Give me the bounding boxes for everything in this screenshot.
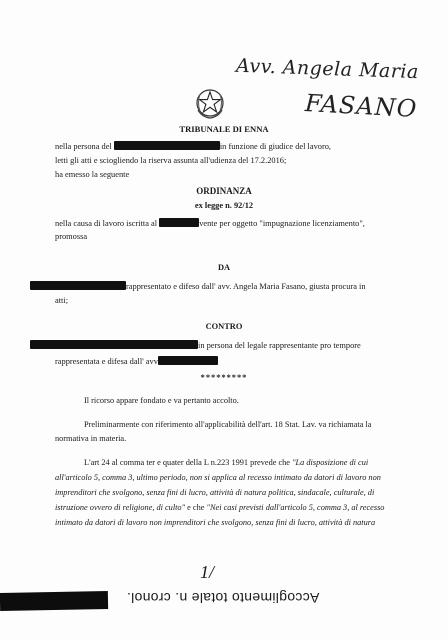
cause-text-a: nella causa di lavoro iscritta al [55, 219, 158, 228]
body-paragraph-3-line-4 [55, 503, 384, 514]
separator-asterisks: ********* [200, 373, 248, 382]
court-name: TRIBUNALE DI ENNA [179, 124, 269, 134]
document-title: ORDINANZA [196, 186, 252, 196]
cause-text-b: vente per oggetto "impugnazione licenziamento", [199, 219, 365, 228]
body-paragraph-3-line-3: imprenditori che svolgono, senza fini di lucro, attività di natura politica, sindacale, culturale, di [55, 488, 375, 497]
intro-line-2: letti gli atti e sciogliendo la riserva assunta all'udienza del 17.2.2016; [55, 156, 287, 165]
party-da-label: DA [217, 263, 231, 272]
body-paragraph-2-line-1: Preliminarmente con riferimento all'applicabilità dell'art. 18 Stat. Lav. va richiamata la [84, 420, 372, 429]
handwritten-lawyer-name: Avv. Angela Maria [235, 54, 420, 84]
intro-line-1 [55, 141, 331, 152]
body-p3-quote-b: istruzione ovvero di religione, di culto" [55, 503, 186, 512]
redaction-bar [158, 356, 218, 365]
da-text: rappresentato e difeso dall' avv. Angela Maria Fasano, giusta procura in [126, 282, 366, 291]
footer-stamp-upside-down: Accoglimento totale n. cronol. [126, 590, 320, 606]
redaction-bar [30, 340, 198, 349]
da-line-2: atti; [55, 296, 69, 305]
contro-text-2: rappresentata e difesa dall' avv [55, 357, 158, 366]
party-contro-label: CONTRO [205, 322, 243, 331]
redaction-bar [30, 281, 126, 290]
cause-line-2: promossa [55, 232, 88, 241]
contro-text: in persona del legale rappresentante pro tempore [198, 341, 361, 350]
intro-text-b: in funzione di giudice del lavoro, [219, 142, 332, 151]
contro-line-1 [30, 340, 361, 351]
intro-line-3: ha emesso la seguente [55, 170, 130, 179]
intro-text-a: nella persona del [55, 142, 112, 151]
da-line-1 [30, 281, 366, 292]
contro-line-2 [55, 356, 218, 367]
body-p3-quote-c: "Nei casi previsti dall'articolo 5, comma 3, al recesso [206, 503, 385, 512]
body-paragraph-3-line-1 [84, 458, 368, 469]
body-paragraph-3-line-2: all'articolo 5, comma 3, ultimo periodo, non si applica al recesso intimato da datori di lavoro non [55, 473, 381, 482]
cause-line-1 [55, 218, 365, 229]
italian-republic-emblem-icon [194, 86, 226, 120]
document-subtitle: ex legge n. 92/12 [194, 201, 254, 210]
body-p3-text-b: e che [187, 503, 205, 512]
body-p3-quote-a: "La disposizione di cui [292, 458, 369, 467]
redaction-bar [0, 591, 108, 611]
redaction-bar [114, 141, 220, 150]
redaction-bar [159, 218, 199, 227]
body-p3-text-a: L'art 24 al comma ter e quater della L n.223 1991 prevede che [84, 458, 290, 467]
handwritten-lawyer-surname: FASANO [304, 89, 419, 123]
page-number-mark: 1/ [200, 562, 215, 582]
body-paragraph-2-line-2: normativa in materia. [55, 434, 127, 443]
body-paragraph-1: Il ricorso appare fondato e va pertanto accolto. [84, 396, 239, 405]
body-paragraph-3-line-5: intimato da datori di lavoro non imprenditori che svolgono, senza fini di lucro, attività di natura [55, 518, 376, 527]
